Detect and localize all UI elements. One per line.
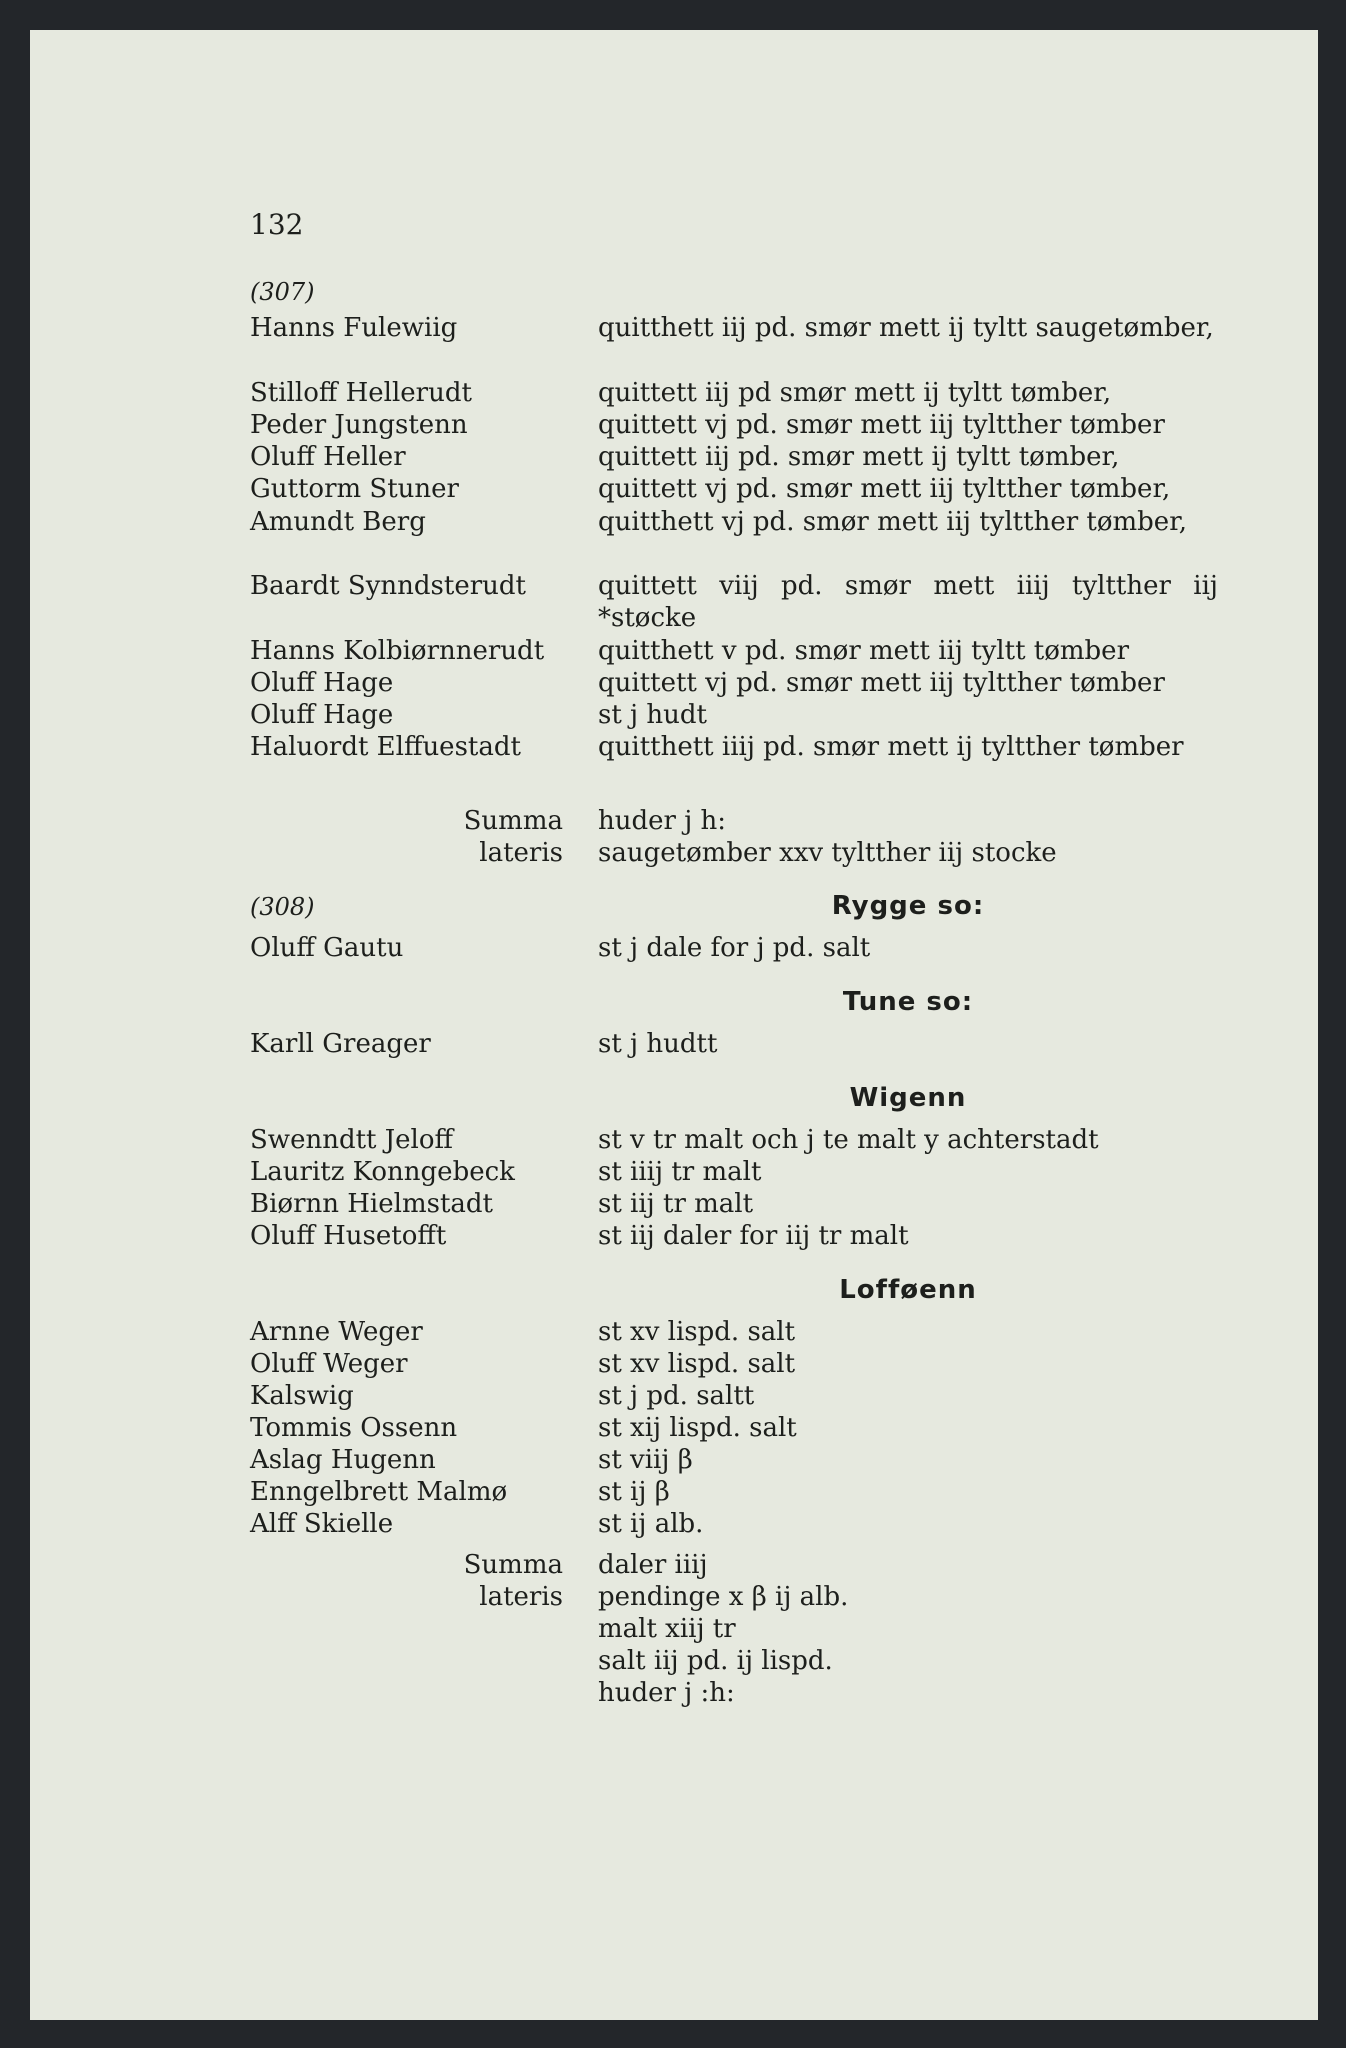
person-name: Swenndtt Jeloff xyxy=(250,1125,453,1155)
person-name: Aslag Hugenn xyxy=(250,1445,436,1475)
person-name: Oluff Gautu xyxy=(250,933,404,963)
summa-label: lateris xyxy=(479,838,563,868)
person-name: Oluff Hage xyxy=(250,668,394,698)
person-name: Oluff Husetofft xyxy=(250,1221,447,1251)
person-name: Biørnn Hielmstadt xyxy=(250,1189,493,1219)
summa-label: Summa xyxy=(463,806,563,836)
entry-text: quittett vj pd. smør mett iij tyltther tømber xyxy=(598,668,1165,698)
entry-text: quitthett v pd. smør mett iij tyltt tømber xyxy=(598,636,1129,666)
ledger-rows xyxy=(30,30,1318,2020)
person-name: Oluff Hage xyxy=(250,700,394,730)
entry-text: quitthett iij pd. smør mett ij tyltt saugetømber, xyxy=(598,313,1214,343)
person-name: Kalswig xyxy=(250,1381,354,1411)
entry-text: quittett viij pd. smør mett iiij tyltther iij *støcke xyxy=(598,571,1218,633)
person-name: Lauritz Konngebeck xyxy=(250,1157,515,1187)
section-number: (308) xyxy=(250,893,315,921)
person-name: Guttorm Stuner xyxy=(250,474,459,504)
person-name: Arnne Weger xyxy=(250,1317,423,1347)
section-number: (307) xyxy=(250,278,315,306)
entry-text: quittett iij pd smør mett ij tyltt tømber, xyxy=(598,378,1112,408)
person-name: Baardt Synndsterudt xyxy=(250,571,526,601)
summa-value: pendinge x β ij alb. xyxy=(598,1582,849,1612)
summa-value: huder j :h: xyxy=(598,1678,735,1708)
person-name: Haluordt Elffuestadt xyxy=(250,732,521,762)
person-name: Hanns Kolbiørnnerudt xyxy=(250,636,545,666)
person-name: Karll Greager xyxy=(250,1029,431,1059)
summa-value: malt xiij tr xyxy=(598,1614,736,1644)
entry-text: quittett vj pd. smør mett iij tyltther tømber xyxy=(598,410,1165,440)
entry-text: st ij β xyxy=(598,1477,670,1507)
entry-text: st j hudtt xyxy=(598,1029,718,1059)
section-heading: Rygge so: xyxy=(831,891,985,921)
entry-text: quitthett vj pd. smør mett iij tyltther tømber, xyxy=(598,507,1188,537)
section-heading: Tune so: xyxy=(842,987,974,1017)
summa-value: daler iiij xyxy=(598,1550,708,1580)
person-name: Oluff Heller xyxy=(250,442,406,472)
entry-text: st iij daler for iij tr malt xyxy=(598,1221,909,1251)
person-name: Peder Jungstenn xyxy=(250,410,468,440)
entry-text: st xv lispd. salt xyxy=(598,1349,796,1379)
entry-text: st j hudt xyxy=(598,700,707,730)
person-name: Oluff Weger xyxy=(250,1349,408,1379)
entry-text: st iiij tr malt xyxy=(598,1157,762,1187)
entry-text: st v tr malt och j te malt y achterstadt xyxy=(598,1125,1099,1155)
entry-text: st ij alb. xyxy=(598,1509,704,1539)
entry-text: quittett vj pd. smør mett iij tyltther tømber, xyxy=(598,474,1171,504)
entry-text: quitthett iiij pd. smør mett ij tyltther tømber xyxy=(598,732,1184,762)
section-heading: Wigenn xyxy=(849,1083,967,1113)
entry-text: quittett iij pd. smør mett ij tyltt tømber, xyxy=(598,442,1120,472)
person-name: Alff Skielle xyxy=(250,1509,394,1539)
person-name: Tommis Ossenn xyxy=(250,1413,458,1443)
person-name: Enngelbrett Malmø xyxy=(250,1477,508,1507)
entry-text: st iij tr malt xyxy=(598,1189,754,1219)
entry-text: st xv lispd. salt xyxy=(598,1317,796,1347)
person-name: Amundt Berg xyxy=(250,507,426,537)
summa-value: huder j h: xyxy=(598,806,727,836)
person-name: Stilloff Hellerudt xyxy=(250,378,472,408)
entry-text: st j pd. saltt xyxy=(598,1381,755,1411)
entry-text: st xij lispd. salt xyxy=(598,1413,797,1443)
person-name: Hanns Fulewiig xyxy=(250,313,458,343)
entry-text: st viij β xyxy=(598,1445,693,1475)
summa-label: lateris xyxy=(479,1582,563,1612)
entry-text: st j dale for j pd. salt xyxy=(598,933,871,963)
summa-value: saugetømber xxv tyltther iij stocke xyxy=(598,838,1057,868)
page-number: 132 xyxy=(250,208,304,241)
summa-label: Summa xyxy=(463,1550,563,1580)
section-heading: Lofføenn xyxy=(839,1275,977,1305)
document-page xyxy=(30,30,1318,2020)
summa-value: salt iij pd. ij lispd. xyxy=(598,1646,833,1676)
